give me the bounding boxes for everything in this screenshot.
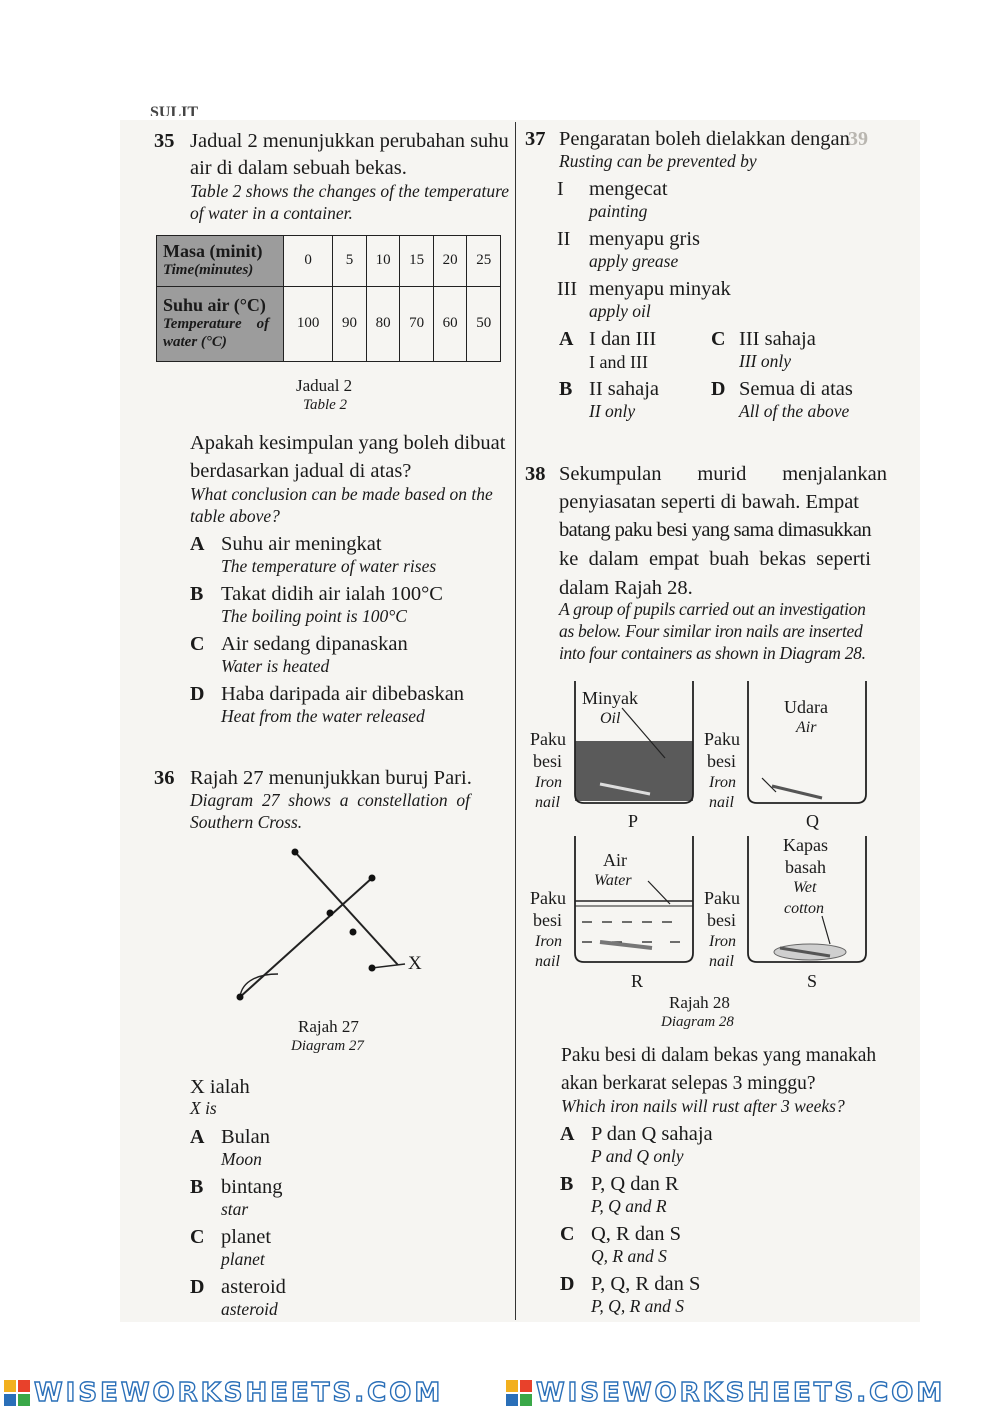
- label-iron-r: Iron: [535, 933, 562, 950]
- q35-option-d-ms[interactable]: Haba daripada air dibebaskan: [221, 683, 465, 705]
- water-dashes: [582, 922, 680, 942]
- q38-number: 38: [525, 463, 546, 485]
- label-water: Water: [594, 872, 632, 889]
- q35-option-b-letter[interactable]: B: [190, 583, 204, 605]
- iron-nail-q: [772, 786, 822, 798]
- q38-option-c-letter[interactable]: C: [560, 1223, 575, 1245]
- label-nail-p: nail: [535, 794, 560, 811]
- q38-option-d-letter[interactable]: D: [560, 1273, 575, 1295]
- label-air-en: Air: [796, 719, 817, 736]
- star-dot: [350, 929, 357, 936]
- q37-statement-2-roman: II: [557, 228, 571, 250]
- label-paku-r: Paku: [530, 888, 566, 908]
- label-paku-q: Paku: [704, 729, 740, 749]
- q37-option-d-letter[interactable]: D: [711, 378, 726, 400]
- q38-question-en: Which iron nails will rust after 3 weeks?: [561, 1096, 845, 1116]
- q35-option-b-ms[interactable]: Takat didih air ialah 100°C: [221, 583, 443, 605]
- constellation-line: [295, 852, 398, 965]
- label-iron-s: Iron: [709, 933, 736, 950]
- q37-option-c-en[interactable]: III only: [739, 351, 791, 371]
- q36-prompt-ms: X ialah: [190, 1076, 250, 1098]
- q38-stem-ms-4: ke dalam empat buah bekas seperti: [559, 548, 871, 570]
- table-cell: 90: [333, 286, 367, 361]
- q36-option-c-en[interactable]: planet: [221, 1249, 265, 1269]
- q37-stem-ms: Pengaratan boleh dielakkan dengan: [559, 128, 850, 150]
- wiseworksheets-logo-icon: [4, 1380, 30, 1406]
- q35-stem-ms-1: Jadual 2 menunjukkan perubahan suhu: [190, 130, 509, 152]
- faded-question-number: 39: [848, 128, 868, 150]
- label-iron-p: Iron: [535, 774, 562, 791]
- label-iron-q: Iron: [709, 774, 736, 791]
- label-minyak: Minyak: [582, 688, 638, 708]
- diagram-28-caption-ms: Rajah 28: [669, 993, 730, 1012]
- q35-option-b-en[interactable]: The boiling point is 100°C: [221, 606, 407, 626]
- southern-cross-diagram: [220, 840, 440, 1010]
- table-row: [157, 286, 501, 361]
- label-cotton: cotton: [784, 900, 824, 917]
- q38-stem-ms-2: penyiasatan seperti di bawah. Empat: [559, 491, 859, 513]
- q37-option-b-ms[interactable]: II sahaja: [589, 378, 659, 400]
- star-dot: [369, 875, 376, 882]
- q38-stem-ms-1: Sekumpulan murid menjalankan: [559, 463, 887, 485]
- label-q: Q: [806, 811, 819, 831]
- q36-option-c-ms[interactable]: planet: [221, 1226, 272, 1248]
- table-2: [156, 235, 501, 362]
- table-cell: 10: [366, 236, 400, 287]
- q38-option-b-letter[interactable]: B: [560, 1173, 574, 1195]
- q36-number: 36: [154, 767, 175, 789]
- q37-stem-en: Rusting can be prevented by: [559, 151, 757, 171]
- q36-stem-en-1: Diagram 27 shows a constellation of: [190, 790, 471, 810]
- table-cell: 50: [467, 286, 501, 361]
- q37-option-a-en[interactable]: I and III: [589, 352, 648, 372]
- q37-statement-1-roman: I: [557, 178, 564, 200]
- label-paku-p: Paku: [530, 729, 566, 749]
- table-cell: 70: [400, 286, 434, 361]
- pointer-line: [372, 964, 405, 968]
- q38-option-a-ms[interactable]: P dan Q sahaja: [591, 1123, 713, 1145]
- q35-question-en-1: What conclusion can be made based on the: [190, 484, 493, 504]
- q36-option-a-ms[interactable]: Bulan: [221, 1126, 270, 1148]
- diagram-27-label-x: X: [408, 953, 422, 974]
- label-kapas: Kapas: [783, 835, 828, 855]
- q38-option-c-ms[interactable]: Q, R dan S: [591, 1223, 681, 1245]
- q37-option-d-ms[interactable]: Semua di atas: [739, 378, 853, 400]
- q38-option-c-en[interactable]: Q, R and S: [591, 1246, 667, 1266]
- q38-option-d-en[interactable]: P, Q, R and S: [591, 1296, 685, 1316]
- q37-statement-3-ms: menyapu minyak: [589, 278, 731, 300]
- q38-option-a-en[interactable]: P and Q only: [591, 1146, 684, 1166]
- label-basah: basah: [785, 857, 826, 877]
- label-r: R: [631, 971, 644, 991]
- table-cell: 0: [284, 236, 333, 287]
- table-cell: 15: [400, 236, 434, 287]
- q36-option-a-en[interactable]: Moon: [221, 1149, 262, 1169]
- footer-watermark-text[interactable]: WISEWORKSHEETS.COM: [34, 1378, 444, 1408]
- page-header-fragment: SULIT: [150, 104, 199, 116]
- label-wet: Wet: [793, 879, 817, 896]
- q38-option-a-letter[interactable]: A: [560, 1123, 575, 1145]
- q37-statement-1-ms: mengecat: [589, 178, 668, 200]
- column-divider: [515, 122, 516, 1320]
- q35-stem-en-1: Table 2 shows the changes of the temperature: [190, 181, 510, 201]
- q37-option-d-en[interactable]: All of the above: [739, 401, 850, 421]
- q35-stem-ms-2: air di dalam sebuah bekas.: [190, 157, 407, 179]
- q35-question-en-2: table above?: [190, 506, 280, 526]
- q37-statement-2-ms: menyapu gris: [589, 228, 701, 250]
- beaker-r: [575, 836, 693, 962]
- q36-stem-en-2: Southern Cross.: [190, 812, 303, 832]
- q35-option-d-en[interactable]: Heat from the water released: [221, 706, 425, 726]
- constellation-line: [240, 878, 372, 997]
- q36-option-d-ms[interactable]: asteroid: [221, 1276, 286, 1298]
- label-besi-r: besi: [533, 910, 562, 930]
- label-besi-q: besi: [707, 751, 736, 771]
- label-s: S: [807, 971, 818, 991]
- q35-option-c-letter[interactable]: C: [190, 633, 205, 655]
- q37-statement-2-en: apply grease: [589, 251, 679, 271]
- q36-option-a-letter[interactable]: A: [190, 1126, 205, 1148]
- iron-nail-r: [600, 942, 652, 948]
- q36-option-d-letter[interactable]: D: [190, 1276, 205, 1298]
- q35-question-ms-1: Apakah kesimpulan yang boleh dibuat: [190, 432, 506, 454]
- star-dot: [369, 965, 376, 972]
- table-cell: 25: [467, 236, 501, 287]
- q38-stem-en-1: A group of pupils carried out an investigation: [559, 599, 866, 619]
- q35-option-c-ms[interactable]: Air sedang dipanaskan: [221, 633, 408, 655]
- q38-stem-en-2: as below. Four similar iron nails are inserted: [559, 621, 863, 641]
- label-oil: Oil: [600, 710, 621, 727]
- table-row: [157, 236, 501, 287]
- q38-question-ms-2: akan berkarat selepas 3 minggu?: [561, 1073, 816, 1094]
- q37-option-b-en[interactable]: II only: [589, 401, 636, 421]
- q38-option-b-ms[interactable]: P, Q dan R: [591, 1173, 679, 1195]
- diagram-27-caption-en: Diagram 27: [291, 1038, 364, 1054]
- label-nail-r: nail: [535, 953, 560, 970]
- q35-option-a-ms[interactable]: Suhu air meningkat: [221, 533, 382, 555]
- q38-stem-en-3: into four containers as shown in Diagram 28.: [559, 643, 866, 663]
- q36-option-d-en[interactable]: asteroid: [221, 1299, 278, 1319]
- q37-number: 37: [525, 128, 546, 150]
- q36-option-b-ms[interactable]: bintang: [221, 1176, 283, 1198]
- table-cell: 80: [366, 286, 400, 361]
- star-dot: [237, 994, 244, 1001]
- q35-question-ms-2: berdasarkan jadual di atas?: [190, 460, 412, 482]
- q37-option-c-ms[interactable]: III sahaja: [739, 328, 816, 350]
- wiseworksheets-logo-icon: [506, 1380, 532, 1406]
- table-cell: 20: [433, 236, 467, 287]
- table-header-time: Masa (minit) Time(minutes): [157, 236, 284, 287]
- star-dot: [292, 849, 299, 856]
- label-nail-q: nail: [709, 794, 734, 811]
- table-2-caption-en: Table 2: [303, 397, 348, 413]
- q38-option-b-en[interactable]: P, Q and R: [591, 1196, 667, 1216]
- q35-option-c-en[interactable]: Water is heated: [221, 656, 330, 676]
- table-header-temperature: Suhu air (°C) Temperature of water (°C): [157, 286, 284, 361]
- q36-stem-ms: Rajah 27 menunjukkan buruj Pari.: [190, 767, 472, 789]
- table-cell: 5: [333, 236, 367, 287]
- label-besi-s: besi: [707, 910, 736, 930]
- q36-option-b-en[interactable]: star: [221, 1199, 249, 1219]
- q38-stem-ms-5: dalam Rajah 28.: [559, 577, 693, 599]
- q38-question-ms-1: Paku besi di dalam bekas yang manakah: [561, 1045, 877, 1066]
- footer-watermark-text[interactable]: WISEWORKSHEETS.COM: [536, 1378, 946, 1408]
- q36-option-b-letter[interactable]: B: [190, 1176, 204, 1198]
- q37-statement-1-en: painting: [589, 201, 648, 221]
- diagram-27-caption-ms: Rajah 27: [298, 1017, 359, 1036]
- label-besi-p: besi: [533, 751, 562, 771]
- table-cell: 60: [433, 286, 467, 361]
- q37-option-a-ms[interactable]: I dan III: [589, 328, 657, 350]
- label-udara: Udara: [784, 697, 828, 717]
- q35-option-a-letter[interactable]: A: [190, 533, 205, 555]
- q36-prompt-en: X is: [190, 1098, 217, 1118]
- q36-option-c-letter[interactable]: C: [190, 1226, 205, 1248]
- q35-stem-en-2: of water in a container.: [190, 203, 353, 223]
- q37-option-b-letter[interactable]: B: [559, 378, 573, 400]
- q37-statement-3-roman: III: [557, 278, 577, 300]
- table-cell: 100: [284, 286, 333, 361]
- q37-option-c-letter[interactable]: C: [711, 328, 726, 350]
- label-p: P: [628, 811, 639, 831]
- label-nail-s: nail: [709, 953, 734, 970]
- label-air-ms: Air: [603, 850, 627, 870]
- label-paku-s: Paku: [704, 888, 740, 908]
- star-dot: [327, 910, 334, 917]
- q38-option-d-ms[interactable]: P, Q, R dan S: [591, 1273, 701, 1295]
- q35-option-d-letter[interactable]: D: [190, 683, 205, 705]
- q38-stem-ms-3: batang paku besi yang sama dimasukkan: [559, 519, 871, 541]
- q37-option-a-letter[interactable]: A: [559, 328, 574, 350]
- q35-number: 35: [154, 130, 175, 152]
- q37-statement-3-en: apply oil: [589, 301, 651, 321]
- diagram-28-caption-en: Diagram 28: [661, 1014, 734, 1030]
- table-2-caption-ms: Jadual 2: [296, 376, 353, 395]
- q35-option-a-en[interactable]: The temperature of water rises: [221, 556, 437, 576]
- pointer-line: [822, 916, 830, 944]
- pointer-line: [240, 974, 278, 997]
